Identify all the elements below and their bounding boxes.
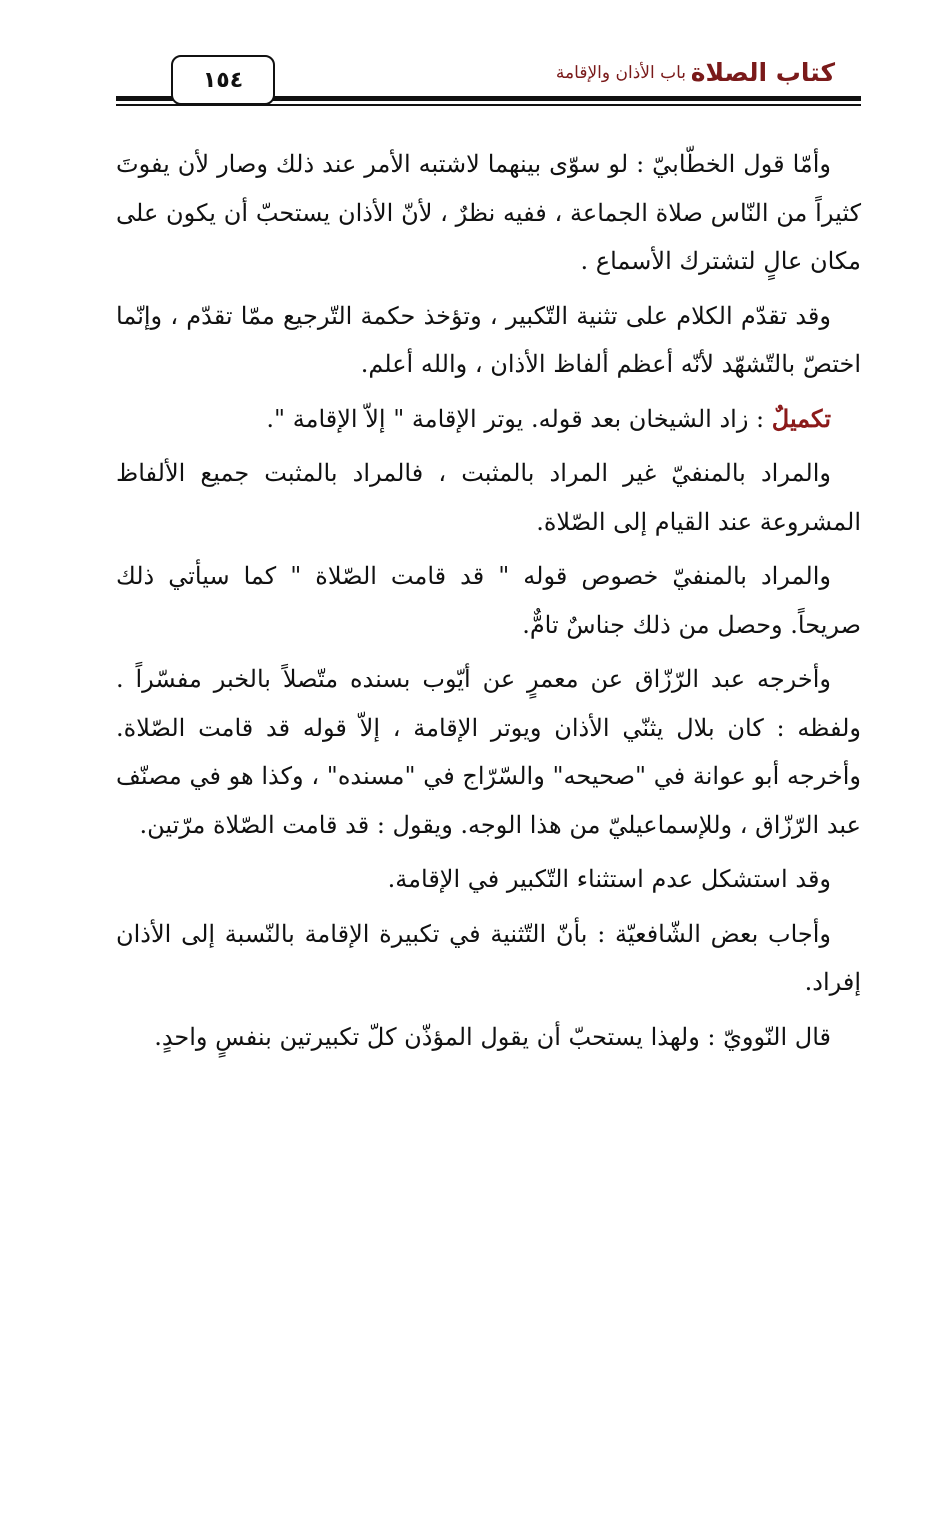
paragraph <box>116 395 861 444</box>
paragraph: قال النّوويّ : ولهذا يستحبّ أن يقول المؤذّن كلّ تكبيرتين بنفسٍ واحدٍ. <box>154 1022 831 1051</box>
paragraph: وقد استشكل عدم استثناء التّكبير في الإقامة. <box>387 865 831 893</box>
book-title: كتاب الصلاة <box>690 58 835 87</box>
paragraph: وأجاب بعض الشّافعيّة : بأنّ التّثنية في تكبيرة الإقامة بالنّسبة إلى الأذان إفراد. <box>116 919 861 996</box>
paragraph: وأمّا قول الخطّابيّ : لو سوّى بينهما لاشتبه الأمر عند ذلك وصار لأن يفوتَ كثيراً من النّاس صلاة الجماعة ، ففيه نظرٌ ، لأنّ الأذان يستحبّ أن يكون على مكان عالٍ لتشترك الأسماع . <box>116 150 861 275</box>
page-header <box>116 52 861 112</box>
section-label: تكميلٌ <box>771 403 831 433</box>
paragraph: والمراد بالمنفيّ خصوص قوله " قد قامت الصّلاة " كما سيأتي ذلك صريحاً. وحصل من ذلك جناسٌ تامٌّ. <box>116 562 861 639</box>
paragraph: والمراد بالمنفيّ غير المراد بالمثبت ، فالمراد بالمثبت جميع الألفاظ المشروعة عند القيام إلى الصّلاة. <box>116 459 861 536</box>
paragraph: وأخرجه عبد الرّزّاق عن معمرٍ عن أيّوب بسنده متّصلاً بالخبر مفسّراً . ولفظه : كان بلال يثنّي الأذان ويوتر الإقامة ، إلاّ قوله قد قامت الصّلاة. وأخرجه أبو عوانة في "صحيحه" والسّرّاج في "مسنده" ، وكذا هو في مصنّف عبد الرّزّاق ، وللإسماعيليّ من هذا الوجه. ويقول : قد قامت الصّلاة مرّتين. <box>116 665 861 839</box>
chapter-title: باب الأذان والإقامة <box>555 63 686 83</box>
page-body <box>116 140 861 1067</box>
paragraph-text: : زاد الشيخان بعد قوله. يوتر الإقامة " إلاّ الإقامة ". <box>266 404 772 433</box>
page-number: ١٥٤ <box>171 55 275 105</box>
paragraph: وقد تقدّم الكلام على تثنية التّكبير ، وتؤخذ حكمة التّرجيع ممّا تقدّم ، وإنّما اختصّ بالتّشهّد لأنّه أعظم ألفاظ الأذان ، والله أعلم. <box>116 301 861 378</box>
